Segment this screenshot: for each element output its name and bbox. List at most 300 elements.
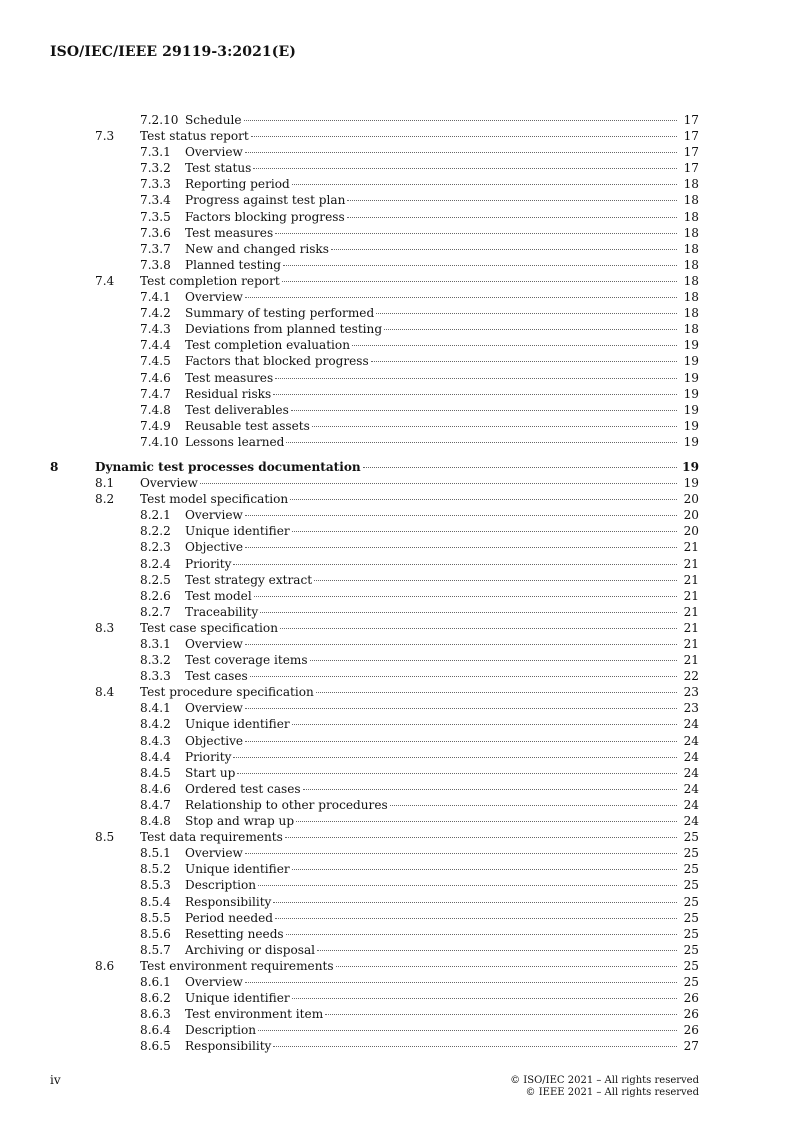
toc-dot-leader <box>314 580 677 581</box>
toc-dot-leader <box>258 885 677 886</box>
toc-entry-title-wrap <box>185 781 679 797</box>
toc-entry-title-wrap <box>185 604 679 620</box>
toc-entry-title-wrap <box>185 652 679 668</box>
toc-entry-number: 7.3.7 <box>140 241 171 256</box>
toc-entry[interactable] <box>50 144 699 160</box>
toc-entry-title-wrap <box>140 273 679 289</box>
toc-entry[interactable] <box>50 459 699 475</box>
toc-entry-title-wrap <box>185 942 679 958</box>
toc-entry-number: 7.3.6 <box>140 225 171 240</box>
toc-entry-title: Test deliverables <box>185 402 289 417</box>
toc-entry-number: 8.4.3 <box>140 733 171 748</box>
toc-entry-number: 8.2.4 <box>140 556 171 571</box>
toc-entry-page: 25 <box>683 830 699 845</box>
toc-entry-page: 22 <box>683 669 699 684</box>
toc-entry-title-wrap <box>185 556 679 572</box>
toc-entry-page: 24 <box>683 814 699 829</box>
toc-entry-number: 7.3.1 <box>140 145 171 160</box>
toc-entry-title-wrap <box>185 507 679 523</box>
toc-entry-title-wrap <box>140 684 679 700</box>
toc-entry-title-wrap <box>185 386 679 402</box>
toc-entry[interactable] <box>50 112 699 128</box>
toc-dot-leader <box>303 789 677 790</box>
toc-entry-number: 8.2.6 <box>140 588 171 603</box>
toc-entry-page: 24 <box>683 733 699 748</box>
toc-entry-page: 21 <box>683 556 699 571</box>
toc-dot-leader <box>290 499 677 500</box>
toc-entry[interactable] <box>50 353 699 369</box>
toc-entry-number: 7.4.7 <box>140 386 171 401</box>
toc-entry-title-wrap <box>185 337 679 353</box>
toc-entry[interactable] <box>50 418 699 434</box>
toc-entry-page: 21 <box>683 604 699 619</box>
toc-entry-title-wrap <box>140 958 679 974</box>
toc-entry-page: 25 <box>683 910 699 925</box>
toc-entry-title: Priority <box>185 749 232 764</box>
document-header: ISO/IEC/IEEE 29119-3:2021(E) <box>50 44 296 60</box>
toc-entry-title-wrap <box>185 209 679 225</box>
toc-entry-page: 18 <box>683 241 699 256</box>
toc-entry-title: Test completion report <box>140 273 280 288</box>
toc-entry-title: Responsibility <box>185 1039 272 1054</box>
toc-entry[interactable] <box>50 877 699 893</box>
toc-entry[interactable] <box>50 733 699 749</box>
toc-entry[interactable] <box>50 974 699 990</box>
toc-entry-number: 8.5.6 <box>140 926 171 941</box>
toc-entry-page: 19 <box>682 459 699 474</box>
toc-entry-page: 17 <box>683 145 699 160</box>
toc-entry-title-wrap <box>185 1022 679 1038</box>
toc-entry[interactable] <box>50 337 699 353</box>
toc-entry-title-wrap <box>185 877 679 893</box>
toc-entry[interactable] <box>50 813 699 829</box>
toc-entry-title-wrap <box>185 418 679 434</box>
toc-entry-title-wrap <box>185 974 679 990</box>
toc-entry-title-wrap <box>185 402 679 418</box>
toc-entry-page: 19 <box>683 386 699 401</box>
toc-entry-title: Schedule <box>185 113 242 127</box>
toc-entry[interactable] <box>50 572 699 588</box>
toc-entry-number: 8.4.1 <box>140 701 171 716</box>
toc-entry-page: 18 <box>683 209 699 224</box>
page-number: iv <box>50 1073 61 1087</box>
toc-entry[interactable] <box>50 716 699 732</box>
toc-entry-page: 21 <box>683 653 699 668</box>
toc-entry[interactable] <box>50 128 699 144</box>
toc-entry[interactable] <box>50 176 699 192</box>
toc-entry-title-wrap <box>185 797 679 813</box>
toc-entry-page: 25 <box>683 926 699 941</box>
toc-entry-title-wrap <box>185 1038 679 1054</box>
toc-entry-title-wrap <box>185 225 679 241</box>
toc-entry-title-wrap <box>185 370 679 386</box>
toc-entry-title: Test measures <box>185 225 274 240</box>
toc-entry[interactable] <box>50 434 699 450</box>
toc-entry-title: Responsibility <box>185 894 272 909</box>
toc-dot-leader <box>384 329 677 330</box>
toc-entry-title: New and changed risks <box>185 241 329 256</box>
toc-entry-number: 7.4.2 <box>140 306 171 321</box>
toc-entry-title: Overview <box>185 508 243 523</box>
toc-entry[interactable] <box>50 894 699 910</box>
toc-entry-page: 26 <box>683 991 699 1006</box>
toc-entry-number: 7.4.4 <box>140 338 171 353</box>
toc-entry-number: 8 <box>50 459 59 474</box>
toc-entry-title: Test status <box>185 161 252 176</box>
toc-dot-leader <box>292 724 677 725</box>
toc-dot-leader <box>245 853 677 854</box>
toc-dot-leader <box>331 249 677 250</box>
toc-entry-page: 26 <box>683 1023 699 1038</box>
toc-entry[interactable] <box>50 209 699 225</box>
toc-entry-page: 20 <box>683 508 699 523</box>
toc-entry-title: Test environment item <box>185 1007 324 1022</box>
toc-dot-leader <box>245 515 677 516</box>
toc-entry-page: 21 <box>683 540 699 555</box>
toc-entry-page: 25 <box>683 878 699 893</box>
toc-entry-title-wrap <box>185 289 679 305</box>
toc-entry-title: Overview <box>140 476 198 491</box>
toc-entry-title-wrap <box>185 572 679 588</box>
toc-entry[interactable] <box>50 321 699 337</box>
toc-entry-title-wrap <box>185 257 679 273</box>
toc-entry-page: 23 <box>683 685 699 700</box>
toc-dot-leader <box>292 998 677 999</box>
toc-entry[interactable] <box>50 845 699 861</box>
toc-entry-title-wrap <box>185 813 679 829</box>
toc-entry-number: 7.3.8 <box>140 257 171 272</box>
toc-entry-title-wrap <box>185 861 679 877</box>
toc-dot-leader <box>200 483 677 484</box>
toc-entry-number: 7.4.10 <box>140 434 179 449</box>
toc-entry[interactable] <box>50 491 699 507</box>
toc-entry-title-wrap <box>185 434 679 450</box>
toc-entry-title: Overview <box>185 145 243 160</box>
toc-entry-number: 7.3.3 <box>140 177 171 192</box>
toc-entry-number: 8.5.1 <box>140 846 171 861</box>
toc-entry-title-wrap <box>185 192 679 208</box>
toc-entry[interactable] <box>50 684 699 700</box>
toc-dot-leader <box>237 773 677 774</box>
toc-dot-leader <box>233 564 677 565</box>
toc-entry-number: 8.5.2 <box>140 862 171 877</box>
toc-entry-title-wrap <box>185 112 679 128</box>
toc-entry-title-wrap <box>185 910 679 926</box>
toc-entry-page: 19 <box>683 434 699 449</box>
toc-dot-leader <box>316 692 677 693</box>
toc-entry-title: Description <box>185 878 257 893</box>
toc-entry[interactable] <box>50 192 699 208</box>
toc-entry-number: 8.2.2 <box>140 524 171 539</box>
toc-entry[interactable] <box>50 926 699 942</box>
toc-entry-title: Summary of testing performed <box>185 306 375 321</box>
toc-entry-title: Test measures <box>185 370 274 385</box>
toc-entry-number: 8.6.4 <box>140 1023 171 1038</box>
toc-entry-title: Overview <box>185 974 243 989</box>
toc-entry-title: Priority <box>185 556 232 571</box>
toc-entry-number: 8.3.1 <box>140 637 171 651</box>
toc-entry-title: Test status report <box>140 129 249 144</box>
toc-entry[interactable] <box>50 829 699 845</box>
toc-entry-page: 19 <box>683 370 699 385</box>
toc-entry[interactable] <box>50 781 699 797</box>
toc-dot-leader <box>347 200 677 201</box>
toc-entry-title-wrap <box>140 829 679 845</box>
toc-entry-title: Ordered test cases <box>185 781 301 796</box>
toc-entry-title: Overview <box>185 290 243 305</box>
toc-dot-leader <box>312 426 677 427</box>
toc-entry[interactable] <box>50 556 699 572</box>
toc-entry-number: 7.3.2 <box>140 161 171 176</box>
toc-entry-page: 25 <box>683 894 699 909</box>
toc-entry-number: 7.3.5 <box>140 209 171 224</box>
toc-dot-leader <box>286 934 677 935</box>
toc-entry[interactable] <box>50 765 699 781</box>
toc-entry-number: 8.6.5 <box>140 1039 171 1054</box>
toc-dot-leader <box>245 297 677 298</box>
toc-entry[interactable] <box>50 958 699 974</box>
toc-entry-number: 7.4.6 <box>140 370 171 385</box>
toc-entry-title: Test completion evaluation <box>185 338 350 353</box>
toc-dot-leader <box>280 628 677 629</box>
toc-entry-title-wrap <box>140 128 679 144</box>
toc-entry-number: 7.2.10 <box>140 113 179 127</box>
toc-entry-page: 25 <box>683 862 699 877</box>
toc-dot-leader <box>245 708 677 709</box>
toc-entry-title: Relationship to other procedures <box>185 797 388 812</box>
toc-entry[interactable] <box>50 257 699 273</box>
toc-entry-number: 8.6.2 <box>140 991 171 1006</box>
toc-entry[interactable] <box>50 386 699 402</box>
toc-entry-title-wrap <box>185 733 679 749</box>
toc-entry-title: Test case specification <box>140 620 278 635</box>
toc-entry-title: Reusable test assets <box>185 418 310 433</box>
toc-dot-leader <box>376 313 677 314</box>
toc-entry[interactable] <box>50 604 699 620</box>
toc-entry[interactable] <box>50 225 699 241</box>
toc-entry-page: 25 <box>683 846 699 861</box>
toc-dot-leader <box>363 467 677 468</box>
copyright-ieee: © IEEE 2021 – All rights reserved <box>525 1087 699 1098</box>
toc-dot-leader <box>347 217 677 218</box>
toc-entry[interactable] <box>50 1022 699 1038</box>
toc-entry[interactable] <box>50 539 699 555</box>
toc-entry[interactable] <box>50 475 699 491</box>
toc-entry[interactable] <box>50 797 699 813</box>
toc-entry[interactable] <box>50 861 699 877</box>
toc-dot-leader <box>244 120 677 121</box>
toc-entry-page: 17 <box>683 129 699 144</box>
toc-entry[interactable] <box>50 668 699 684</box>
toc-entry-title-wrap <box>185 321 679 337</box>
toc-entry-title: Test environment requirements <box>140 958 334 973</box>
toc-entry-title: Factors that blocked progress <box>185 354 369 369</box>
toc-entry-title-wrap <box>185 305 679 321</box>
toc-entry[interactable] <box>50 636 699 652</box>
toc-dot-leader <box>325 1014 677 1015</box>
toc-entry-page: 18 <box>683 225 699 240</box>
toc-entry[interactable] <box>50 523 699 539</box>
toc-entry-number: 8.4.6 <box>140 781 171 796</box>
toc-entry-title: Test model specification <box>140 492 289 507</box>
toc-entry-page: 24 <box>683 797 699 812</box>
toc-entry[interactable] <box>50 273 699 289</box>
toc-dot-leader <box>310 660 677 661</box>
toc-entry-title: Unique identifier <box>185 862 290 877</box>
toc-entry-title-wrap <box>185 894 679 910</box>
toc-dot-leader <box>273 394 677 395</box>
toc-entry-title: Test coverage items <box>185 653 308 668</box>
toc-entry-page: 17 <box>683 161 699 176</box>
toc-entry-number: 8.4.8 <box>140 814 171 829</box>
toc-entry-number: 8.3.2 <box>140 653 171 668</box>
toc-entry[interactable] <box>50 1006 699 1022</box>
toc-entry-number: 8.4.2 <box>140 717 171 732</box>
toc-entry-number: 7.3 <box>95 129 115 144</box>
toc-entry-title: Test strategy extract <box>185 572 313 587</box>
copyright-notice <box>510 1075 699 1099</box>
toc-entry-page: 20 <box>683 492 699 507</box>
toc-entry-title-wrap <box>185 716 679 732</box>
toc-entry-page: 25 <box>683 958 699 973</box>
toc-entry[interactable] <box>50 942 699 958</box>
toc-entry-title: Period needed <box>185 910 274 925</box>
toc-entry-page: 19 <box>683 476 699 491</box>
toc-entry-page: 24 <box>683 717 699 732</box>
toc-entry-number: 8.2.7 <box>140 604 171 619</box>
toc-dot-leader <box>291 410 677 411</box>
toc-entry[interactable] <box>50 160 699 176</box>
toc-dot-leader <box>371 361 677 362</box>
toc-entry-title: Description <box>185 1023 257 1038</box>
toc-entry-number: 8.6 <box>95 958 115 973</box>
toc-dot-leader <box>273 1046 677 1047</box>
toc-entry-page: 18 <box>683 193 699 208</box>
toc-dot-leader <box>275 233 677 234</box>
toc-entry-title-wrap <box>185 176 679 192</box>
toc-entry-number: 8.4.7 <box>140 797 171 812</box>
toc-entry[interactable] <box>50 990 699 1006</box>
toc-entry[interactable] <box>50 305 699 321</box>
toc-entry[interactable] <box>50 241 699 257</box>
toc-entry-number: 8.1 <box>95 476 115 491</box>
toc-entry-page: 17 <box>683 113 699 127</box>
toc-entry-title-wrap <box>185 749 679 765</box>
toc-entry-title: Dynamic test processes documentation <box>95 459 361 474</box>
toc-entry-number: 8.4 <box>95 685 115 700</box>
toc-entry-title-wrap <box>185 990 679 1006</box>
toc-dot-leader <box>283 265 677 266</box>
toc-entry-title-wrap <box>140 475 679 491</box>
toc-entry-title-wrap <box>185 926 679 942</box>
toc-dot-leader <box>292 869 677 870</box>
toc-dot-leader <box>245 982 677 983</box>
toc-dot-leader <box>390 805 677 806</box>
toc-entry[interactable] <box>50 370 699 386</box>
toc-entry-title: Test data requirements <box>140 830 283 845</box>
toc-entry-page: 21 <box>683 572 699 587</box>
toc-dot-leader <box>285 837 677 838</box>
toc-entry-title: Factors blocking progress <box>185 209 345 224</box>
toc-entry-page: 19 <box>683 402 699 417</box>
toc-dot-leader <box>352 345 677 346</box>
toc-dot-leader <box>258 1030 677 1031</box>
toc-entry-title: Planned testing <box>185 257 282 272</box>
toc-entry[interactable] <box>50 588 699 604</box>
toc-entry-page: 24 <box>683 765 699 780</box>
toc-entry[interactable] <box>50 402 699 418</box>
toc-dot-leader <box>251 136 677 137</box>
toc-entry-title-wrap <box>185 523 679 539</box>
toc-entry-number: 7.4.9 <box>140 418 171 433</box>
toc-entry-title: Residual risks <box>185 386 272 401</box>
toc-entry-title: Overview <box>185 846 243 861</box>
toc-dot-leader <box>253 168 677 169</box>
toc-entry-page: 21 <box>683 620 699 635</box>
toc-entry-page: 21 <box>683 588 699 603</box>
toc-entry-title-wrap <box>185 353 679 369</box>
toc-entry[interactable] <box>50 507 699 523</box>
toc-entry[interactable] <box>50 700 699 716</box>
toc-entry-title: Test cases <box>185 669 248 684</box>
toc-dot-leader <box>250 676 677 677</box>
toc-dot-leader <box>282 281 677 282</box>
toc-entry-title-wrap <box>185 539 679 555</box>
toc-entry-title: Start up <box>185 765 236 780</box>
toc-entry[interactable] <box>50 620 699 636</box>
toc-dot-leader <box>317 950 677 951</box>
toc-dot-leader <box>275 918 677 919</box>
toc-dot-leader <box>245 152 677 153</box>
toc-entry-page: 18 <box>683 290 699 305</box>
toc-entry-title: Unique identifier <box>185 717 290 732</box>
toc-entry-title-wrap <box>185 668 679 684</box>
toc-entry-page: 24 <box>683 781 699 796</box>
toc-entry[interactable] <box>50 1038 699 1054</box>
toc-entry-title: Archiving or disposal <box>185 942 316 957</box>
toc-entry-title: Lessons learned <box>185 434 285 449</box>
toc-entry-title-wrap <box>185 700 679 716</box>
toc-entry-title: Deviations from planned testing <box>185 322 383 337</box>
toc-dot-leader <box>233 757 677 758</box>
toc-entry-number: 8.4.5 <box>140 765 171 780</box>
toc-entry-page: 18 <box>683 306 699 321</box>
toc-entry[interactable] <box>50 289 699 305</box>
toc-entry[interactable] <box>50 910 699 926</box>
toc-entry-title-wrap <box>185 765 679 781</box>
toc-entry-number: 7.3.4 <box>140 193 171 208</box>
toc-entry-number: 8.5.7 <box>140 942 171 957</box>
toc-entry-title-wrap <box>185 845 679 861</box>
toc-entry-number: 8.5.3 <box>140 878 171 893</box>
toc-entry-title-wrap <box>140 491 679 507</box>
toc-entry-number: 8.6.1 <box>140 974 171 989</box>
toc-entry-number: 7.4.3 <box>140 322 171 337</box>
toc-entry-title-wrap <box>185 588 679 604</box>
toc-dot-leader <box>292 531 677 532</box>
toc-entry-page: 18 <box>683 177 699 192</box>
toc-entry[interactable] <box>50 749 699 765</box>
toc-dot-leader <box>292 184 677 185</box>
toc-entry-title: Objective <box>185 733 244 748</box>
toc-entry-page: 18 <box>683 322 699 337</box>
toc-entry[interactable] <box>50 652 699 668</box>
toc-entry-title: Overview <box>185 701 243 716</box>
toc-entry-title-wrap <box>95 459 679 475</box>
copyright-iso: © ISO/IEC 2021 – All rights reserved <box>510 1075 699 1086</box>
toc-entry-page: 19 <box>683 354 699 369</box>
toc-dot-leader <box>254 596 677 597</box>
